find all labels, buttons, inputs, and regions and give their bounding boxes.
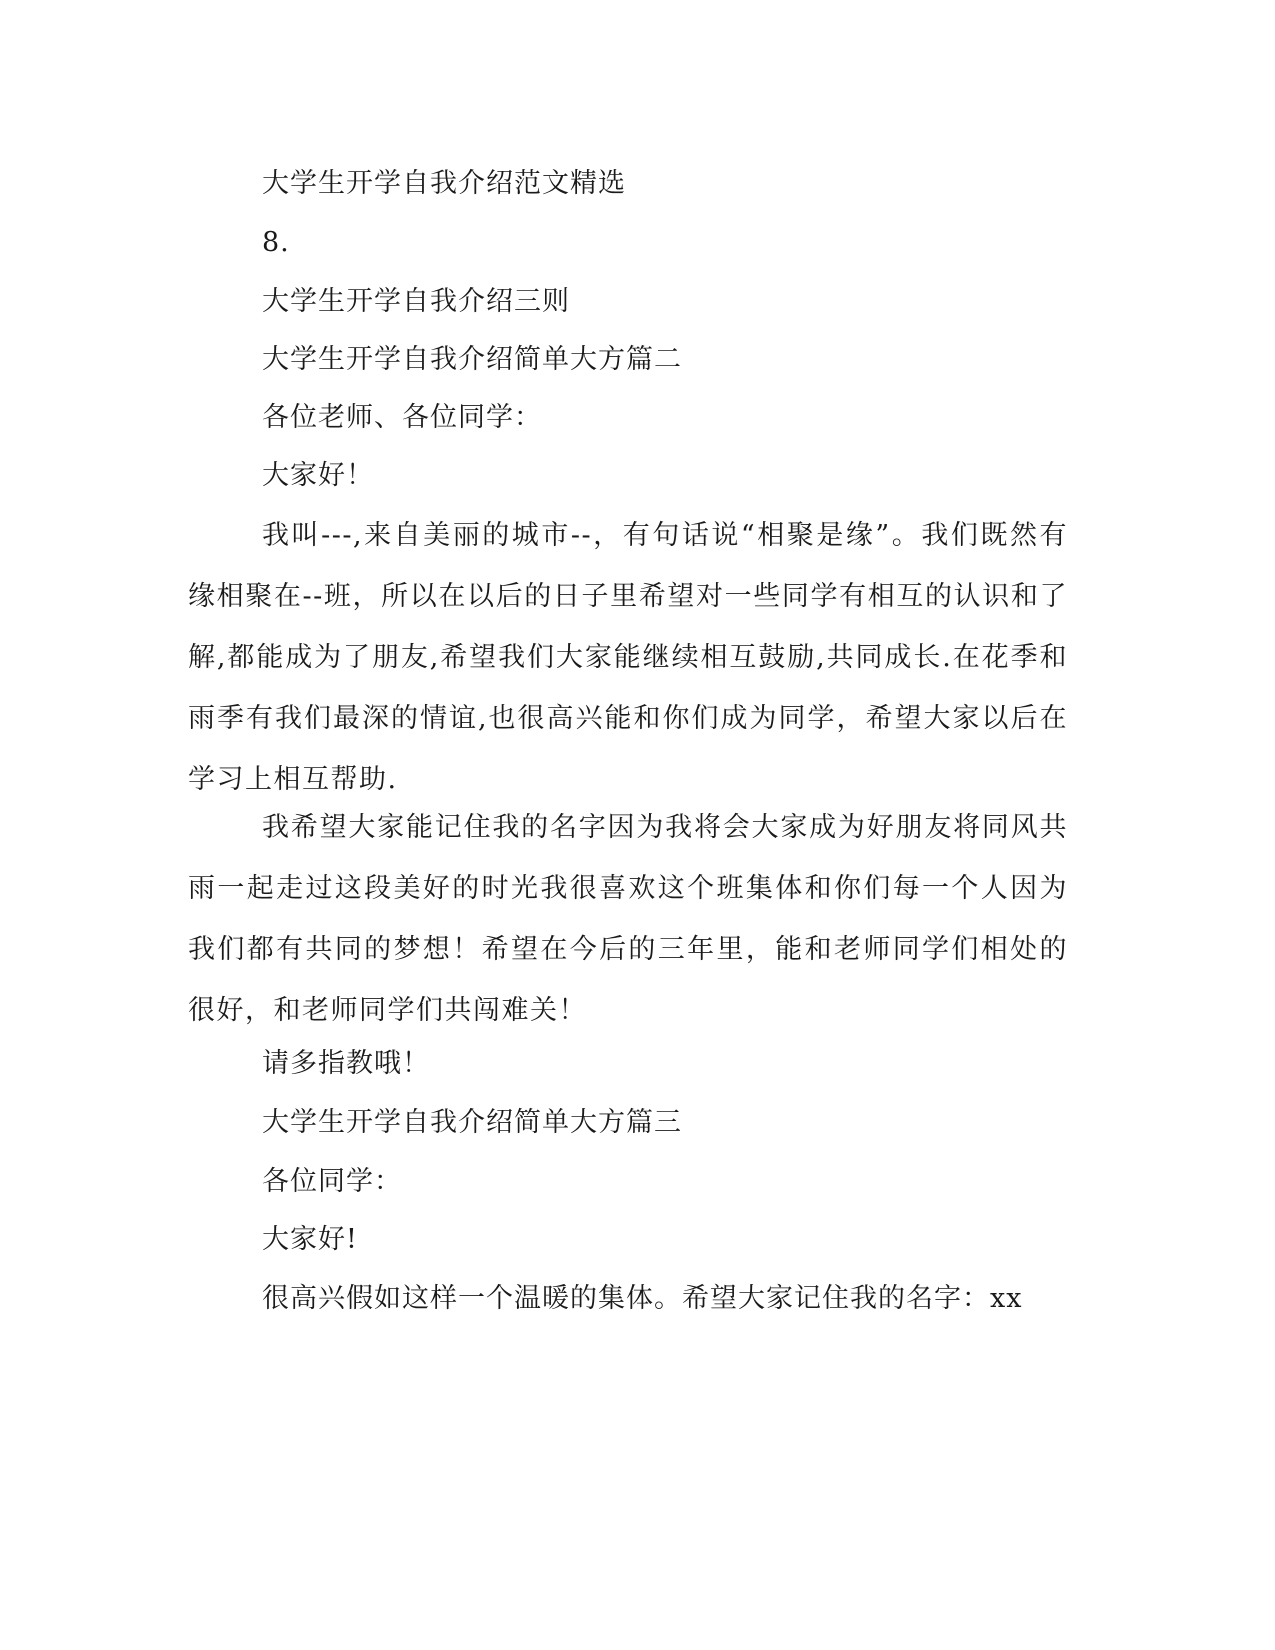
body-line: 很高兴假如这样一个温暖的集体。希望大家记住我的名字：xx [262,1283,1023,1314]
closing-line: 请多指教哦！ [262,1048,430,1079]
body-paragraph: 我希望大家能记住我的名字因为我将会大家成为好朋友将同风共雨一起走过这段美好的时光我很喜欢这个班集体和你们每一个人因为我们都有共同的梦想！希望在今后的三年里，能和老师同学们相处的很好，和老师同学们共闯难关！ [188,812,1068,1026]
body-paragraph: 我叫---,来自美丽的城市--，有句话说“相聚是缘”。我们既然有缘相聚在--班，所以在以后的日子里希望对一些同学有相互的认识和了解,都能成为了朋友,希望我们大家能继续相互鼓励,共同成长.在花季和雨季有我们最深的情谊,也很高兴能和你们成为同学，希望大家以后在学习上相互帮助. [188,520,1068,795]
salutation: 各位同学： [262,1166,402,1197]
section-heading: 大学生开学自我介绍三则 [262,286,570,317]
document-title: 大学生开学自我介绍范文精选 [262,168,626,199]
greeting: 大家好！ [262,460,374,491]
section-heading: 大学生开学自我介绍简单大方篇三 [262,1107,682,1138]
item-number: 8. [262,227,290,258]
section-heading: 大学生开学自我介绍简单大方篇二 [262,344,682,375]
salutation: 各位老师、各位同学： [262,402,542,433]
greeting: 大家好! [262,1224,358,1255]
